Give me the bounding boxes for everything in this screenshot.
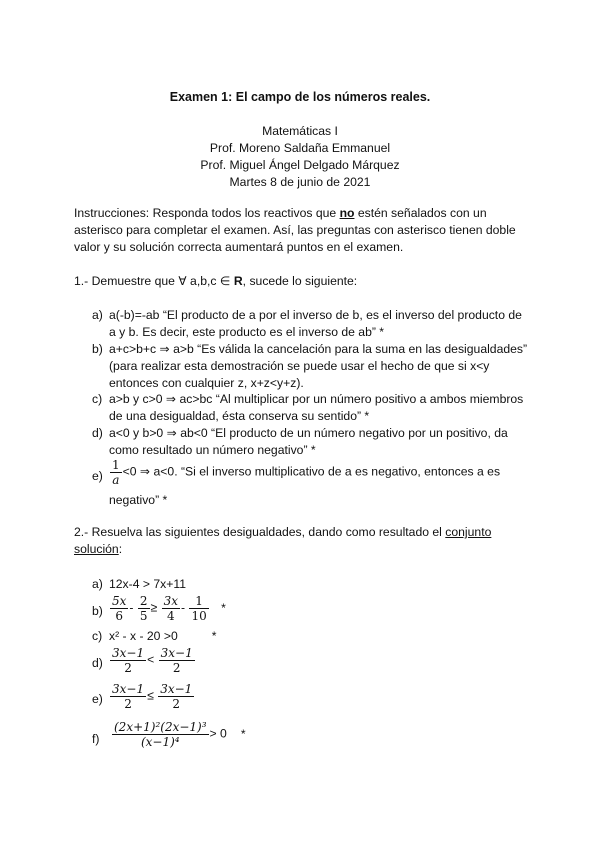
q2-item-d-label: d) [92,656,103,670]
date-line: Martes 8 de junio de 2021 [229,175,371,189]
q2-d-f1-num: 3x−1 [112,646,145,660]
q2-item-f-expr [109,720,529,749]
real-numbers-symbol: R [233,274,243,288]
q2-e-fraction-2 [158,682,194,711]
q2-b-fraction-3 [162,594,180,623]
q2-item-d-expr [109,646,529,675]
q1-item-a-text: a(-b)=-ab “El producto de a por el inverso de b, es el inverso del producto de a y b. Es decir, este producto es el inverso de ab” * [109,308,522,339]
q2-d-fraction-2 [159,646,195,675]
q2-b-f1-num: 5x [112,594,127,608]
q1-e-frac-numerator: 1 [112,458,120,472]
q2-d-fraction-1 [110,646,146,675]
q2-item-c-expr: x² - x - 20 >0 [109,629,178,643]
q1-item-c-text: a>b y c>0 ⇒ ac>bc “Al multiplicar por un número positivo a ambos miembros de una desigualdad, ésta conserva su sentido” * [109,392,524,423]
q1-intro-text: 1.- Demuestre que ∀ a,b,c ∈ [74,274,234,288]
q2-item-f-label: f) [92,732,100,746]
q2-intro-end: : [118,542,123,556]
q2-e-f1-num: 3x−1 [112,682,145,696]
q2-b-f3-den: 4 [166,609,175,623]
q2-f-fraction [112,720,209,749]
q2-b-f4-num: 1 [189,594,208,609]
q1-item-d-text: a<0 y b>0 ⇒ ab<0 “El producto de un número negativo por un positivo, da como resultado un número negativo” * [109,426,508,457]
instructions-text-1: Instrucciones: Responda todos los reactivos que [74,206,340,220]
q2-e-f2-num: 3x−1 [160,682,193,696]
q2-b-f2-num: 2 [139,594,148,608]
q2-f-relation: > 0 [209,726,227,741]
question-1-intro [74,273,524,290]
instructions-paragraph [74,205,524,256]
q2-b-fraction-2 [138,594,150,623]
q2-d-op: < [147,652,155,667]
q1-e-frac-denominator [110,473,122,487]
q2-f-asterisk: * [240,726,246,741]
q2-item-b-label: b) [92,604,103,618]
q1-e-fraction [110,458,122,487]
q1-item-b-text: a+c>b+c ⇒ a>b “Es válida la cancelación para la suma en las desigualdades” (para realizar esta demostración se puede usar el hecho de que si x<y entonces con cualquier z, x+z<y+z). [109,342,528,390]
q2-e-fraction-1 [110,682,146,711]
subject-line: Matemáticas I [262,124,338,138]
q1-intro-end: , sucede lo siguiente: [242,274,358,288]
question-2-intro [74,524,524,558]
q2-item-e-expr [109,682,529,711]
q2-intro-text: 2.- Resuelva las siguientes desigualdades, dando como resultado el [74,525,446,539]
exam-title: Examen 1: El campo de los números reales. [169,90,431,104]
q2-b-f3-num: 3x [163,594,178,608]
q2-e-op: ≤ [147,688,154,703]
q2-item-e-label: e) [92,692,103,706]
q2-f-denominator: (x−1)⁴ [140,735,180,749]
q2-f-numerator: (2x+1)²(2x−1)³ [114,720,207,734]
q2-b-f4-den: 10 [191,609,207,623]
q1-item-b-label: b) [92,342,103,356]
q2-item-a-expr: 12x-4 > 7x+11 [109,577,187,591]
q2-b-op-3: - [181,600,186,615]
q1-item-c-label: c) [92,392,103,406]
q2-b-op-1: - [129,600,134,615]
q2-item-c-label: c) [92,629,103,643]
q2-d-f2-num: 3x−1 [160,646,193,660]
q2-c-asterisk: * [211,629,217,643]
q2-e-f1-den: 2 [124,697,132,711]
q2-b-f2-den: 5 [139,609,148,623]
professor-1-line: Prof. Moreno Saldaña Emmanuel [209,141,391,155]
professor-2-line: Prof. Miguel Ángel Delgado Márquez [200,158,400,172]
q1-item-a-label: a) [92,308,103,322]
q1-e-line-1: <0 ⇒ a<0. “Si el inverso multiplicativo de a es negativo, entonces a es [122,464,501,479]
q2-b-fraction-1 [110,594,128,623]
q1-item-e-text [109,458,529,487]
q2-b-f1-den: 6 [115,609,124,623]
q2-b-asterisk: * [221,600,226,615]
q2-intro-underlined-1: conjunto [445,525,492,539]
q2-intro-underlined-2: solución [74,542,119,556]
q2-b-op-2: ≥ [150,600,158,615]
q2-b-fraction-4 [189,594,208,623]
q2-d-f1-den: 2 [124,661,132,675]
q2-item-a-label: a) [92,577,103,591]
q1-item-d-label: d) [92,426,103,440]
q2-d-f2-den: 2 [172,661,181,675]
q1-item-e-label: e) [92,469,103,483]
q2-item-b-expr [109,594,529,623]
q1-e-line-2: negativo” * [109,493,168,507]
instructions-text-2: estén señalados con un asterisco para completar el examen. Así, las preguntas con asterisco tienen doble valor y su solución correcta aumentará puntos en el examen. [74,206,516,254]
q2-item-c-body [109,628,529,645]
q2-e-f2-den: 2 [172,697,181,711]
instructions-emphasis: no [339,206,355,220]
q1-e-frac-den-var: a [112,473,120,487]
